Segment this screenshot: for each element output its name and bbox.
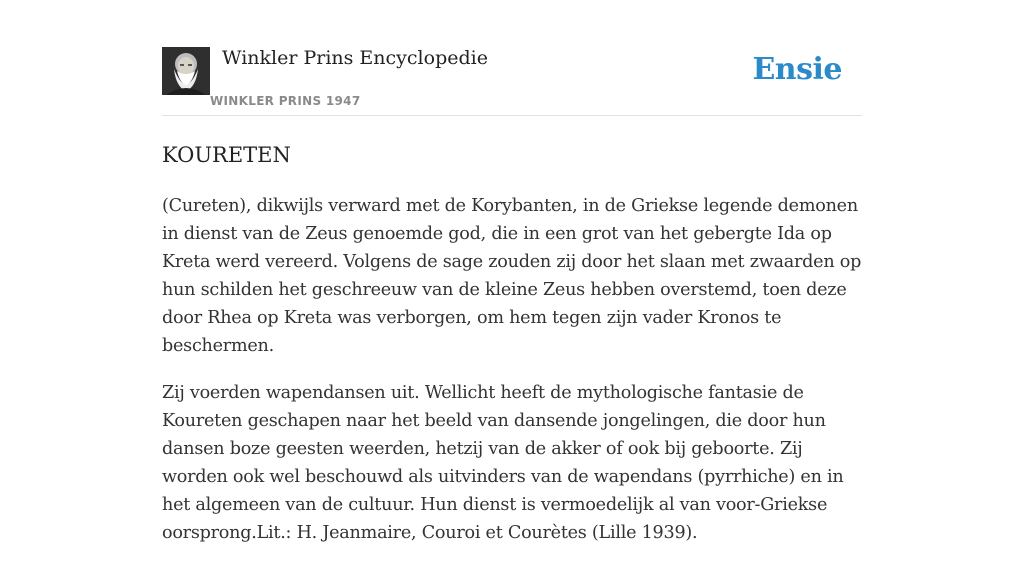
entry-paragraph-1: (Cureten), dikwijls verward met de Korybanten, in de Griekse legende demonen in dienst van de Zeus genoemde god, die in een grot van het gebergte Ida op Kreta werd vereerd. Volgens de sage zouden zij door het slaan met zwaarden op hun schilden het geschreeuw van de kleine Zeus hebben overstemd, toen deze door Rhea op Kreta was verborgen, om hem tegen zijn vader Kronos te beschermen.: [162, 196, 862, 356]
source-title[interactable]: Winkler Prins Encyclopedie: [222, 47, 488, 69]
bearded-man-portrait-icon[interactable]: [162, 47, 210, 95]
entry-card: [162, 0, 862, 543]
entry-paragraph-2: Zij voerden wapendansen uit. Wellicht heeft de mythologische fantasie de Koureten geschapen naar het beeld van dansende jongelingen, die door hun dansen boze geesten weerden, hetzij van de akker of ook bij geboorte. Zij worden ook wel beschouwd als uitvinders van de wapendans (pyrrhiche) en in het algemeen van de cultuur. Hun dienst is vermoedelijk al van voor-Griekse oorsprong.Lit.: H. Jeanmaire, Couroi et Courètes (Lille 1939).: [162, 383, 844, 543]
source-edition: WINKLER PRINS 1947: [210, 94, 361, 108]
source-header: [162, 0, 862, 116]
brand-logo[interactable]: Ensie: [752, 52, 842, 87]
entry-body: [162, 192, 862, 566]
entry-title: KOURETEN: [162, 143, 291, 167]
